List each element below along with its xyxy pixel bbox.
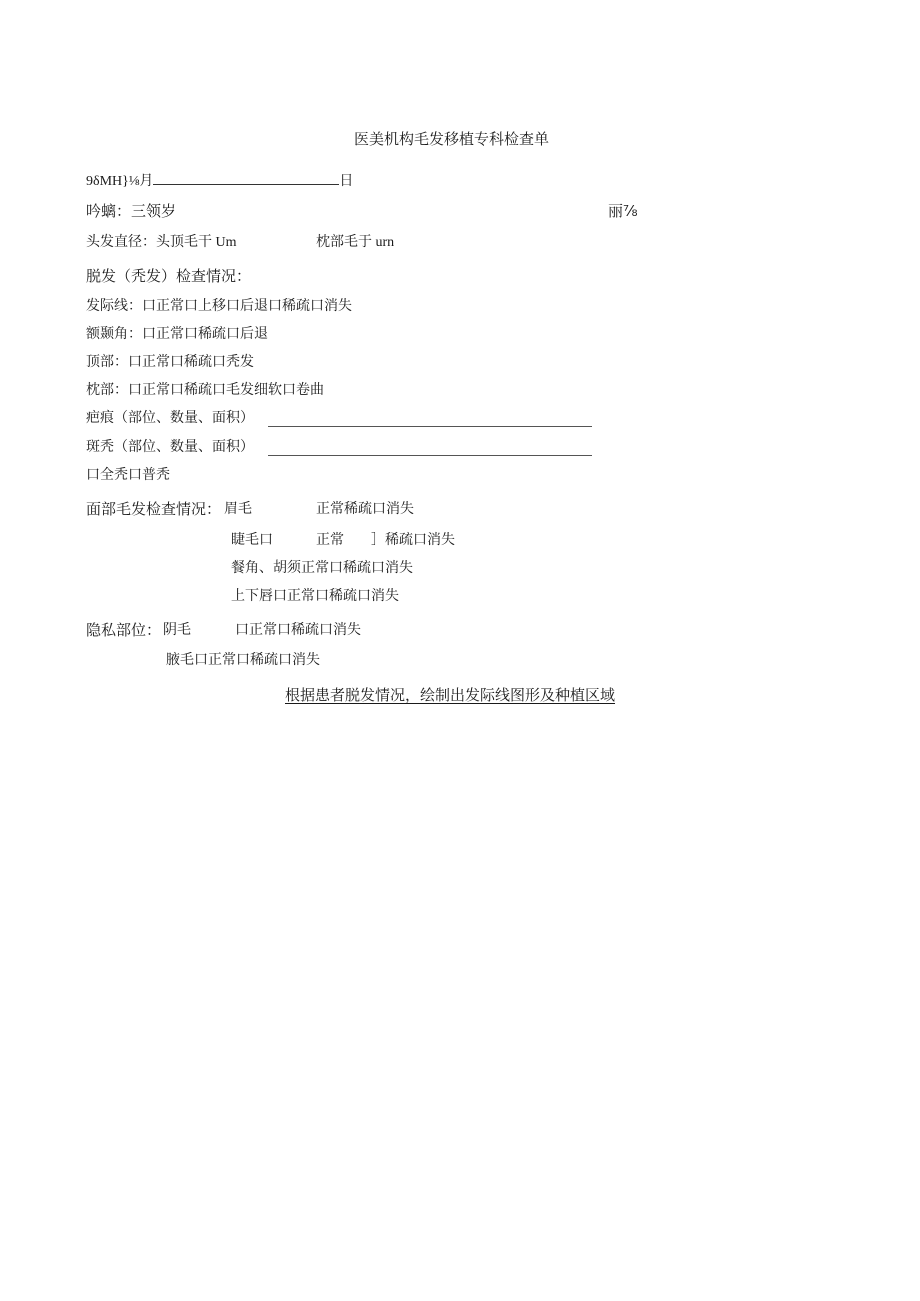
eyelash-options: ］稀疏口消失 [371, 533, 455, 548]
patient-info-right: 丽⅞ [608, 202, 638, 220]
date-row [86, 172, 353, 189]
facial-heading: 面部毛发检查情况： [86, 500, 222, 518]
patient-age-row: 吟螭：三领岁 [86, 202, 177, 220]
eyebrow-label: 眉毛 [224, 502, 252, 517]
date-blank[interactable] [153, 172, 339, 185]
armpit-row: 腋毛口正常口稀疏口消失 [166, 653, 320, 668]
patchy-blank[interactable] [268, 455, 592, 456]
drawing-instruction: 根据患者脱发情况，绘制出发际线图形及种植区域 [285, 686, 616, 704]
date-prefix: 9δMH}⅛月 [86, 174, 154, 189]
pubic-options: 口正常口稀疏口消失 [235, 623, 361, 638]
eyelash-normal: 正常 [316, 533, 344, 548]
eyelash-label: 睫毛口 [231, 533, 273, 548]
temple-row: 额颞角：口正常口稀疏口后退 [86, 327, 268, 342]
page-title: 医美机构毛发移植专科检查单 [354, 130, 550, 148]
scar-blank[interactable] [268, 426, 592, 427]
patchy-label: 斑秃（部位、数量、面积） [86, 440, 254, 455]
scar-row [86, 412, 254, 426]
crown-row: 顶部：口正常口稀疏口秃发 [86, 355, 254, 370]
occiput-row: 枕部：口正常口稀疏口毛发细软口卷曲 [86, 383, 324, 398]
hair-diameter-crown: 头发直径：头顶毛干 Um [86, 235, 237, 250]
beard-row: 餐角、胡须正常口稀疏口消失 [231, 561, 413, 576]
hair-diameter-occipital: 枕部毛于 urn [316, 235, 395, 250]
hairline-row: 发际线：口正常口上移口后退口稀疏口消失 [86, 299, 352, 314]
private-heading: 隐私部位： [86, 621, 162, 639]
pubic-label: 阴毛 [163, 623, 191, 638]
date-suffix: 日 [339, 174, 354, 189]
lip-row: 上下唇口正常口稀疏口消失 [231, 589, 399, 604]
scar-label: 疤痕（部位、数量、面积） [86, 411, 254, 426]
patchy-row [86, 441, 254, 455]
hair-loss-heading: 脱发（秃发）检查情况： [86, 267, 252, 285]
eyebrow-options: 正常稀疏口消失 [316, 502, 414, 517]
total-alopecia-row: 口全秃口普秃 [86, 468, 170, 483]
